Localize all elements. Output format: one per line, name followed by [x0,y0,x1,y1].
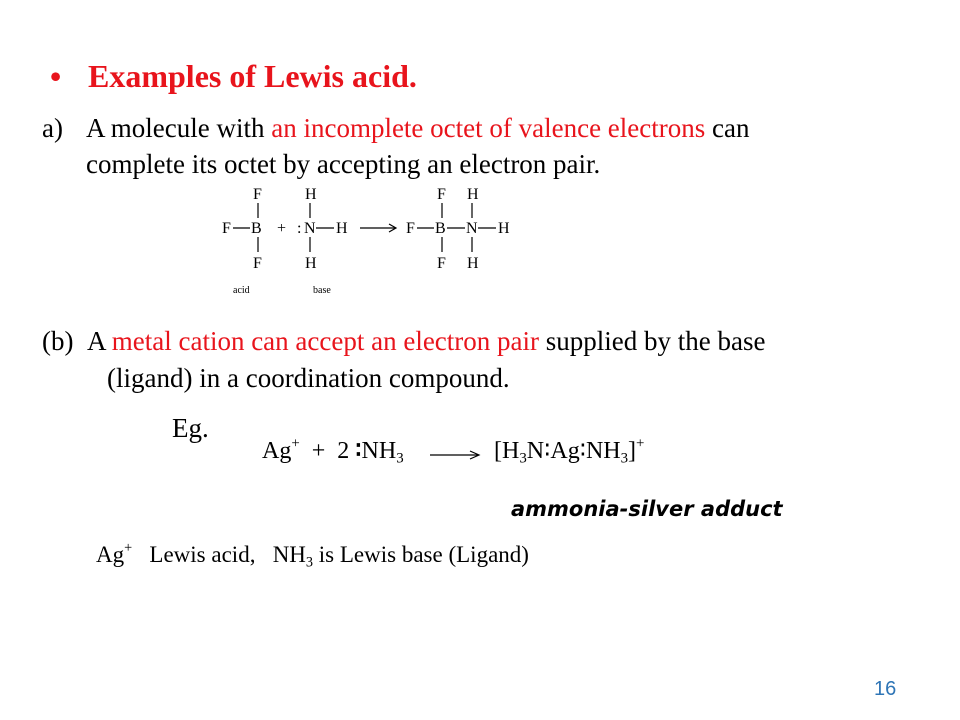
atom-n-2: N [466,220,478,237]
nh3-subscript-2: 3 [620,450,629,467]
ag-charge: + [291,435,300,452]
n-ag-bond: N∶Ag∶ [526,438,586,464]
lewis-statement [96,540,529,571]
bullet-icon: • [50,58,62,94]
complex-product [494,436,644,465]
atom-f-bottom-2: F [437,255,446,272]
atom-h-right-1: H [336,220,348,237]
part-a-line2: complete its octet by accepting an electron pair. [86,149,601,179]
statement-nh3-subscript: 3 [305,554,314,571]
heading-text: Examples of Lewis acid. [88,58,417,94]
part-b-text-post: supplied by the base [539,326,766,356]
part-b-line2: (ligand) in a coordination compound. [107,363,510,393]
statement-lewis-base: is Lewis base (Ligand) [318,542,529,567]
reaction-arrow [428,448,484,462]
coefficient: 2 [337,438,350,464]
bracket-close: ] [628,438,637,464]
h-symbol: H [502,438,520,464]
atom-f-bottom-1: F [253,255,262,272]
part-a-line1 [86,110,749,146]
atom-h-bottom-1: H [305,255,317,272]
adduct-caption: ammonia-silver adduct [511,497,783,521]
part-b-label: (b) [42,326,74,356]
atom-b-2: B [435,220,446,237]
heading [50,58,417,95]
ag-symbol: Ag [262,438,292,464]
lone-pair: : [297,220,302,237]
part-a-text-post: can [705,113,750,143]
atom-h-right-2: H [498,220,510,237]
atom-f-left-2: F [406,220,415,237]
nh3-subscript: 3 [396,450,404,467]
part-b-line1 [42,323,765,359]
statement-lewis-acid: Lewis acid, [149,542,256,567]
part-a-label: a) [42,113,63,143]
plus-sign: + [311,438,326,464]
atom-h-bottom-2: H [467,255,479,272]
statement-ag: Ag [96,542,125,567]
example-label: Eg. [172,413,209,443]
bracket-open: [ [494,438,502,464]
nh-symbol: NH [361,438,397,464]
atom-f-top-2: F [437,186,446,203]
atom-n-1: N [304,220,316,237]
base-label: base [313,285,331,296]
part-b-text-pre: A [86,326,112,356]
complex-charge: + [636,435,645,452]
part-a-text-pre: A molecule with [86,113,272,143]
part-a-highlight: an incomplete octet of valence electrons [271,113,706,143]
h3-subscript: 3 [519,450,527,467]
atom-h-top-1: H [305,186,317,203]
plus-sign: + [277,220,287,237]
atom-b-1: B [251,220,262,237]
atom-f-left-1: F [222,220,231,237]
acid-label: acid [233,285,250,296]
nh-symbol-2: NH [585,438,621,464]
silver-ammonia-reaction [262,436,404,465]
part-b-highlight: metal cation can accept an electron pair [111,326,540,356]
statement-nh: NH [272,542,306,567]
statement-ag-charge: + [124,540,133,557]
lone-pair: ∶ [355,438,362,464]
bf3-nh3-reaction [215,185,525,297]
page-number: 16 [874,678,897,700]
atom-f-top-1: F [253,186,262,203]
atom-h-top-2: H [467,186,479,203]
